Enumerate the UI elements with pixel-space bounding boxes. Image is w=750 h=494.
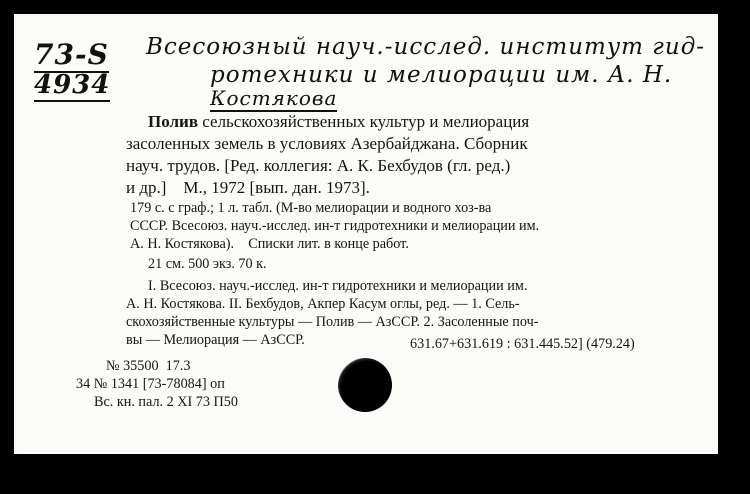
size-line: 21 см. 500 экз. 70 к. [148, 256, 267, 272]
title-lead-word: Полив [148, 112, 199, 131]
collation-line-3: А. Н. Костякова). Списки лит. в конце работ. [130, 236, 409, 252]
title-line-1 [148, 112, 529, 132]
ink-blot [338, 358, 392, 412]
footer-line-1: № 35500 17.3 [106, 358, 191, 374]
call-number-top: 73-S [34, 38, 109, 71]
title-line-2: засоленных земель в условиях Азербайджана. Сборник [126, 134, 528, 153]
collation-line-1: 179 с. с граф.; 1 л. табл. (М-во мелиорации и водного хоз-ва [130, 200, 492, 216]
handwritten-author-line-1: Всесоюзный науч.-исслед. институт гид- [146, 34, 706, 60]
collation-line-2: СССР. Всесоюз. науч.-исслед. ин-т гидротехники и мелиорации им. [130, 218, 540, 234]
title-line-3: науч. трудов. [Ред. коллегия: А. К. Бехбудов (гл. ред.) [126, 156, 511, 175]
tracing-line-2: А. Н. Костякова. II. Бехбудов, Акпер Касум оглы, ред. — 1. Сель- [126, 296, 520, 312]
udc-classification: 631.67+631.619 : 631.445.52] (479.24) [410, 336, 635, 352]
imprint-line: и др.] М., 1972 [вып. дан. 1973]. [126, 178, 370, 197]
tracing-line-1: I. Всесоюз. науч.-исслед. ин-т гидротехники и мелиорации им. [148, 278, 528, 294]
handwritten-author-line-3: Костякова [210, 86, 338, 110]
tracing-line-4: вы — Мелиорация — АзССР. [126, 332, 305, 348]
tracing-line-3: скохозяйственные культуры — Полив — АзССР. 2. Засоленные поч- [126, 314, 539, 330]
title-line-1-rest: сельскохозяйственных культур и мелиорация [198, 112, 530, 131]
footer-line-3: Вс. кн. пал. 2 XI 73 П50 [94, 394, 238, 410]
call-number-bottom: 4934 [34, 70, 111, 100]
catalog-card [14, 14, 718, 454]
footer-line-2: 34 № 1341 [73-78084] оп [76, 376, 225, 392]
handwritten-author-line-2: ротехники и мелиорации им. А. Н. [210, 62, 673, 88]
